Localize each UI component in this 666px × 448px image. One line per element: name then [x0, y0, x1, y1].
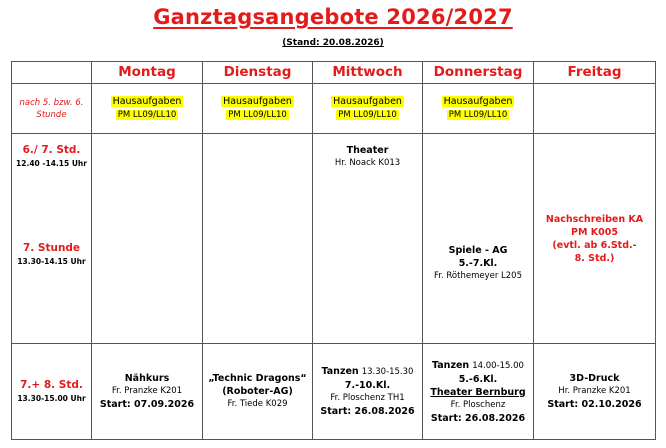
day-tuesday: Dienstag — [203, 62, 313, 84]
row-afternoon — [12, 344, 656, 440]
row-homework — [12, 84, 656, 134]
row-label-homework: nach 5. bzw. 6. Stunde — [12, 84, 92, 134]
homework-friday — [534, 84, 656, 134]
header-row — [12, 62, 656, 84]
midday-wednesday: Theater Hr. Noack K013 — [313, 134, 423, 344]
afternoon-friday: 3D-Druck Hr. Pranzke K201 Start: 02.10.2026 — [534, 344, 656, 440]
row-label-afternoon: 7.+ 8. Std. 13.30-15.00 Uhr — [12, 344, 92, 440]
afternoon-tuesday: „Technic Dragons“ (Roboter-AG) Fr. Tiede K029 — [203, 344, 313, 440]
homework-monday: Hausaufgaben PM LL09/LL10 — [92, 84, 203, 134]
homework-thursday: Hausaufgaben PM LL09/LL10 — [423, 84, 534, 134]
afternoon-thursday: Tanzen 14.00-15.00 5.-6.Kl. Theater Bernburg Fr. Ploschenz Start: 26.08.2026 — [423, 344, 534, 440]
day-thursday: Donnerstag — [423, 62, 534, 84]
homework-tuesday: Hausaufgaben PM LL09/LL10 — [203, 84, 313, 134]
afternoon-wednesday: Tanzen 13.30-15.30 7.-10.Kl. Fr. Ploschenz TH1 Start: 26.08.2026 — [313, 344, 423, 440]
afternoon-monday: Nähkurs Fr. Pranzke K201 Start: 07.09.2026 — [92, 344, 203, 440]
page-title: Ganztagsangebote 2026/2027 — [153, 5, 513, 29]
midday-friday: Nachschreiben KA PM K005 (evtl. ab 6.Std.- 8. Std.) — [534, 134, 656, 344]
row-midday — [12, 134, 656, 344]
midday-tuesday — [203, 134, 313, 344]
midday-thursday: Spiele - AG 5.-7.Kl. Fr. Röthemeyer L205 — [423, 134, 534, 344]
day-friday: Freitag — [534, 62, 656, 84]
schedule-table — [11, 61, 656, 440]
row-label-midday: 6./ 7. Std. 12.40 -14.15 Uhr 7. Stunde 13.30-14.15 Uhr — [12, 134, 92, 344]
corner-cell — [12, 62, 92, 84]
midday-monday — [92, 134, 203, 344]
stand-date: (Stand: 20.08.2026) — [282, 38, 384, 48]
homework-wednesday: Hausaufgaben PM LL09/LL10 — [313, 84, 423, 134]
day-monday: Montag — [92, 62, 203, 84]
day-wednesday: Mittwoch — [313, 62, 423, 84]
